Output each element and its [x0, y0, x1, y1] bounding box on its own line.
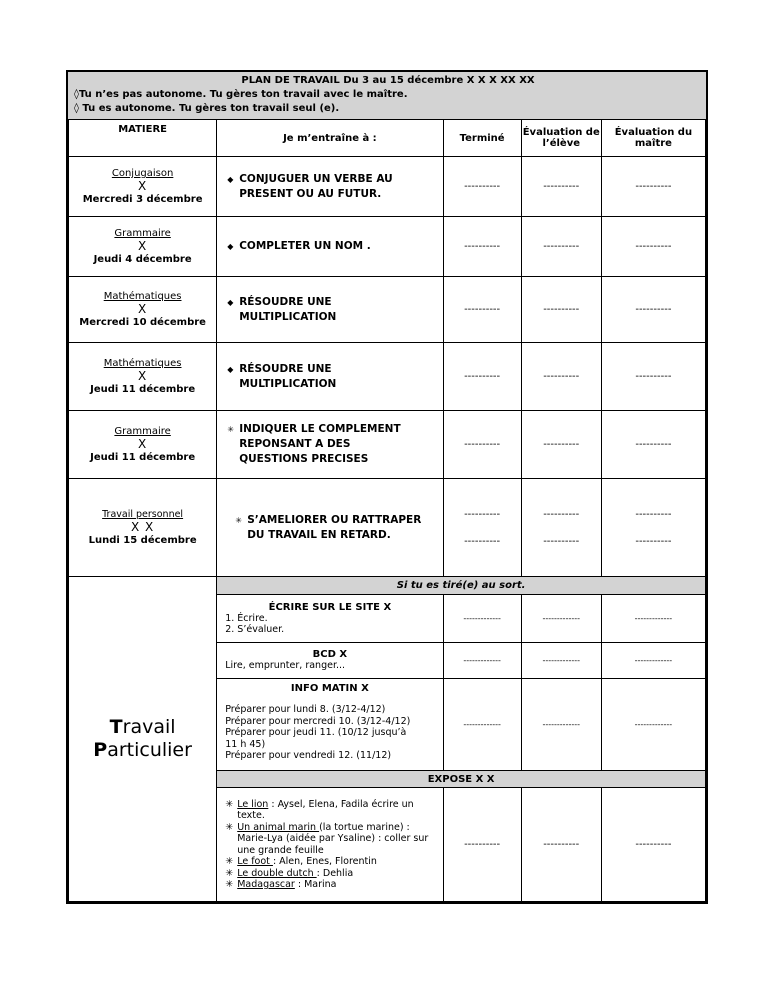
task-line: INDIQUER LE COMPLEMENT — [239, 423, 401, 435]
task-line: CONJUGUER UN VERBE AU — [239, 172, 393, 185]
dash-line: ---------- — [464, 535, 501, 547]
table-row — [69, 479, 706, 577]
label-rest: articulier — [107, 739, 192, 761]
eval-eleve-cell[interactable]: ------------- — [521, 643, 601, 679]
diamond-bullet-icon: ◆ — [227, 364, 234, 374]
task-line: RÉSOUDRE UNE — [239, 295, 332, 308]
task-line: MULTIPLICATION — [239, 310, 337, 323]
expose-topic: Le lion — [237, 798, 269, 810]
tire-au-sort-text: Si tu es tiré(e) au sort. — [396, 580, 526, 591]
list-item — [225, 856, 438, 868]
task-line: QUESTIONS PRECISES — [239, 453, 369, 465]
task-cell — [217, 411, 443, 479]
subject-name: Mathématiques — [103, 358, 182, 369]
col-eval-eleve: Évaluation de l’élève — [521, 120, 601, 157]
info-cell — [217, 679, 443, 771]
subject-marks: X — [137, 437, 148, 451]
task-cell — [217, 479, 443, 577]
asterisk-bullet-icon: ✳ — [225, 879, 234, 890]
info-line: 11 h 45) — [225, 738, 266, 750]
subject-name: Grammaire — [114, 228, 171, 239]
done-cell[interactable]: ---------- — [443, 277, 521, 343]
eval-maitre-cell[interactable]: ---------- — [601, 343, 705, 411]
work-plan-sheet — [66, 70, 708, 904]
travail-particulier-label — [69, 577, 217, 902]
eval-eleve-cell[interactable]: ------------- — [521, 595, 601, 643]
diamond-bullet-icon: ◆ — [227, 242, 234, 251]
draw-header-row — [69, 577, 706, 595]
bcd-cell — [217, 643, 443, 679]
task-cell — [217, 343, 443, 411]
subject-marks: X — [137, 369, 148, 383]
expose-detail: : Alen, Enes, Florentin — [272, 856, 377, 867]
subject-marks: X — [137, 179, 148, 193]
done-cell[interactable]: ---------- — [443, 343, 521, 411]
info-line: Préparer pour mercredi 10. (3/12-4/12) — [225, 715, 411, 727]
col-eval-maitre: Évaluation du maître — [601, 120, 705, 157]
asterisk-bullet-icon: ✳ — [225, 821, 234, 833]
dash-line: ---------- — [543, 508, 580, 520]
subject-date: Jeudi 11 décembre — [90, 452, 196, 463]
subject-date: Mercredi 10 décembre — [79, 317, 206, 328]
table-row — [69, 157, 706, 217]
site-item: 1. Écrire. — [225, 612, 268, 624]
subject-marks: X — [137, 302, 148, 316]
table-row — [69, 277, 706, 343]
expose-banner: EXPOSE X X — [217, 771, 706, 788]
subject-name: Conjugaison — [111, 168, 174, 179]
info-line: Préparer pour vendredi 12. (11/12) — [225, 750, 392, 761]
dash-line: ---------- — [635, 508, 672, 520]
diamond-bullet-icon: ◆ — [227, 174, 234, 184]
bcd-text: Lire, emprunter, ranger... — [225, 660, 346, 672]
expose-topic: Le foot — [237, 856, 273, 867]
expose-list — [217, 795, 442, 895]
subject-name: Travail personnel — [102, 509, 184, 520]
eval-eleve-cell[interactable]: ---------- — [521, 343, 601, 411]
plan-table — [68, 120, 706, 902]
done-cell[interactable] — [443, 479, 521, 577]
column-header-row — [69, 120, 706, 157]
subject-cell — [69, 157, 217, 217]
tire-au-sort-banner — [217, 577, 706, 595]
table-row — [69, 343, 706, 411]
task-line: RÉSOUDRE UNE — [239, 362, 332, 375]
col-task-label: Je m’entraîne à : — [283, 132, 377, 144]
expose-detail: : Dehlia — [316, 867, 354, 879]
task-line: S’AMELIORER OU RATTRAPER — [247, 513, 422, 526]
expose-cell — [217, 788, 443, 902]
subject-name: Mathématiques — [103, 291, 182, 302]
task-line: COMPLETER UN NOM . — [239, 240, 371, 252]
subject-date: Lundi 15 décembre — [88, 535, 197, 546]
list-item — [225, 822, 438, 857]
instruction-not-autonomous: ◊Tu n’es pas autonome. Tu gères ton travail avec le maître. — [74, 89, 408, 100]
col-matiere: MATIERE — [69, 120, 217, 157]
eval-eleve-cell[interactable]: ---------- — [521, 277, 601, 343]
info-line: Préparer pour jeudi 11. (10/12 jusqu’à — [225, 727, 407, 738]
eval-eleve-cell[interactable]: ---------- — [521, 788, 601, 902]
list-item — [225, 868, 438, 880]
expose-topic: Madagascar — [237, 879, 295, 890]
subject-marks: X X — [130, 520, 155, 534]
label-initial: P — [93, 739, 108, 761]
task-cell — [217, 277, 443, 343]
eval-maitre-cell[interactable]: ---------- — [601, 217, 705, 277]
info-title: INFO MATIN X — [290, 683, 369, 694]
eval-eleve-cell[interactable]: ---------- — [521, 157, 601, 217]
asterisk-bullet-icon: ✳ — [225, 867, 234, 879]
expose-detail: (la tortue marine) : Marie-Lya (aidée par Ysaline) : coller sur une grande feuille — [237, 821, 429, 856]
eval-maitre-cell[interactable]: ---------- — [601, 157, 705, 217]
site-title: ÉCRIRE SUR LE SITE X — [268, 601, 392, 613]
eval-eleve-cell[interactable]: ---------- — [521, 217, 601, 277]
eval-maitre-cell[interactable]: ------------- — [601, 679, 705, 771]
eval-maitre-cell[interactable]: ------------- — [601, 643, 705, 679]
eval-maitre-cell[interactable]: ---------- — [601, 788, 705, 902]
subject-name: Grammaire — [114, 426, 171, 437]
list-item — [225, 799, 438, 822]
subject-cell — [69, 411, 217, 479]
dash-line: ---------- — [464, 508, 501, 520]
expose-detail: : Aysel, Elena, Fadila écrire un texte. — [237, 798, 414, 821]
subject-cell — [69, 277, 217, 343]
dash-line: ---------- — [635, 535, 672, 547]
task-cell — [217, 157, 443, 217]
asterisk-bullet-icon: ✳ — [225, 856, 234, 867]
subject-marks: X — [137, 239, 148, 253]
eval-maitre-cell[interactable]: ---------- — [601, 277, 705, 343]
label-initial: T — [109, 716, 123, 738]
done-cell[interactable]: ------------- — [443, 643, 521, 679]
instruction-autonomous: ◊ Tu es autonome. Tu gères ton travail seul (e). — [74, 103, 340, 114]
done-cell[interactable]: ---------- — [443, 788, 521, 902]
dash-line: ---------- — [543, 535, 580, 547]
eval-maitre-cell[interactable] — [601, 479, 705, 577]
expose-topic: Le double dutch — [237, 867, 317, 879]
expose-topic: Un animal marin — [237, 821, 320, 833]
asterisk-bullet-icon: ✳ — [225, 798, 234, 810]
done-cell[interactable]: ------------- — [443, 595, 521, 643]
bcd-title: BCD X — [312, 649, 348, 661]
col-task — [217, 120, 443, 157]
asterisk-bullet-icon: ✳ — [235, 515, 242, 525]
subject-date: Jeudi 4 décembre — [93, 254, 192, 265]
table-row — [69, 411, 706, 479]
plan-title: PLAN DE TRAVAIL Du 3 au 15 décembre X X X XX XX — [241, 75, 535, 86]
asterisk-bullet-icon: ✳ — [227, 425, 234, 434]
list-item — [225, 879, 438, 891]
site-cell — [217, 595, 443, 643]
subject-cell — [69, 217, 217, 277]
subject-date: Mercredi 3 décembre — [82, 194, 203, 205]
task-cell — [217, 217, 443, 277]
task-line: DU TRAVAIL EN RETARD. — [247, 528, 391, 541]
label-rest: ravail — [122, 716, 176, 738]
done-cell[interactable]: ---------- — [443, 411, 521, 479]
eval-eleve-cell[interactable]: ------------- — [521, 679, 601, 771]
eval-eleve-cell[interactable] — [521, 479, 601, 577]
task-line: MULTIPLICATION — [239, 377, 337, 390]
task-line: REPONSANT A DES — [239, 438, 351, 450]
subject-date: Jeudi 11 décembre — [90, 384, 196, 395]
plan-header — [68, 72, 706, 120]
eval-eleve-cell[interactable]: ---------- — [521, 411, 601, 479]
subject-cell — [69, 343, 217, 411]
eval-maitre-cell[interactable]: ------------- — [601, 595, 705, 643]
site-item: 2. S’évaluer. — [225, 624, 285, 635]
diamond-bullet-icon: ◆ — [227, 297, 234, 307]
expose-detail: : Marina — [294, 879, 337, 890]
table-row — [69, 217, 706, 277]
task-line: PRESENT OU AU FUTUR. — [239, 187, 382, 200]
done-cell[interactable]: ------------- — [443, 679, 521, 771]
info-line: Préparer pour lundi 8. (3/12-4/12) — [225, 704, 386, 715]
done-cell[interactable]: ---------- — [443, 217, 521, 277]
col-done: Terminé — [443, 120, 521, 157]
subject-cell — [69, 479, 217, 577]
done-cell[interactable]: ---------- — [443, 157, 521, 217]
eval-maitre-cell[interactable]: ---------- — [601, 411, 705, 479]
